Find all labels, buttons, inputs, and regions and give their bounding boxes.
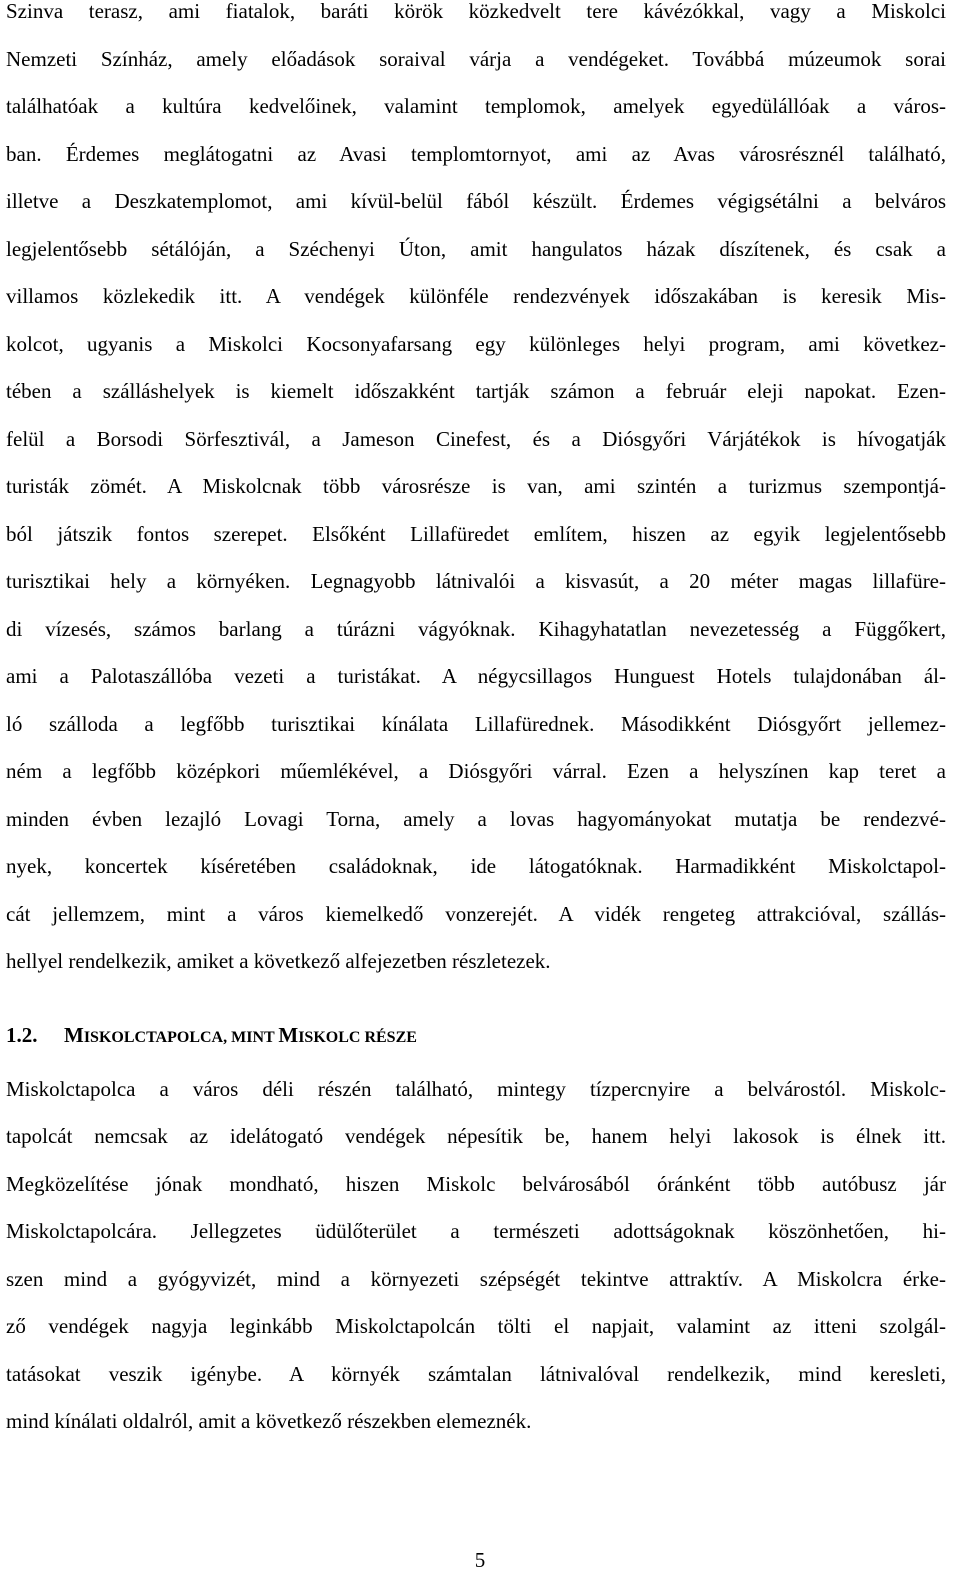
text-line: ami a Palotaszállóba vezeti a turistákat. A négycsillagos Hunguest Hotels tulajdonában ál- (6, 664, 946, 688)
text-line: hellyel rendelkezik, amiket a következő alfejezetben részletezek. (6, 949, 551, 973)
text-line: találhatóak a kultúra kedvelőinek, valamint templomok, amelyek egyedülállóak a város- (6, 94, 946, 118)
section-number: 1.2. (6, 1023, 38, 1047)
text-line: tatásokat veszik igénybe. A környék számtalan látnivalóval rendelkezik, mind keresleti, (6, 1362, 946, 1386)
text-line: legjelentősebb sétálóján, a Széchenyi Úton, amit hangulatos házak díszítenek, és csak a (6, 237, 946, 261)
section-title-part: ISKOLC RÉSZE (298, 1029, 417, 1046)
text-line: minden évben lezajló Lovagi Torna, amely a lovas hagyományokat mutatja be rendezvé- (6, 807, 946, 831)
text-line: illetve a Deszkatemplomot, ami kívül-belül fából készült. Érdemes végigsétálni a belváros (6, 189, 946, 213)
text-line: kolcot, ugyanis a Miskolci Kocsonyafarsang egy különleges helyi program, ami következ- (6, 332, 946, 356)
section-title-part: M (64, 1023, 84, 1047)
text-line: tapolcát nemcsak az idelátogató vendégek népesítik be, hanem helyi lakosok is élnek itt. (6, 1124, 946, 1148)
text-line: villamos közlekedik itt. A vendégek különféle rendezvények időszakában is keresik Mis- (6, 284, 946, 308)
text-line: Nemzeti Színház, amely előadások soraival várja a vendégeket. Továbbá múzeumok sorai (6, 47, 946, 71)
text-line: Megközelítése jónak mondható, hiszen Miskolc belvárosából óránként több autóbusz jár (6, 1172, 946, 1196)
text-line: nyek, koncertek kíséretében családoknak, ide látogatóknak. Harmadikként Miskolctapol- (6, 854, 946, 878)
text-line: ban. Érdemes meglátogatni az Avasi templomtornyot, ami az Avas városrésznél található, (6, 142, 946, 166)
text-line: ző vendégek nagyja leginkább Miskolctapolcán tölti el napjait, valamint az itteni szolgál- (6, 1314, 946, 1338)
text-line: turisztikai hely a környéken. Legnagyobb látnivalói a kisvasút, a 20 méter magas lillafüre- (6, 569, 946, 593)
page-number: 5 (474, 1548, 486, 1572)
text-line: Miskolctapolca a város déli részén található, mintegy tízpercnyire a belvárostól. Miskolc- (6, 1077, 946, 1101)
section-heading (6, 1021, 946, 1052)
text-line: szen mind a gyógyvizét, mind a környezeti szépségét tekintve attraktív. A Miskolcra érke- (6, 1267, 946, 1291)
text-line: tében a szálláshelyek is kiemelt időszakként tartják számon a február eleji napokat. Ezen- (6, 379, 946, 403)
text-line: di vízesés, számos barlang a túrázni vágyóknak. Kihagyhatatlan nevezetesség a Függőkert, (6, 617, 946, 641)
text-line: mind kínálati oldalról, amit a következő részekben elemeznék. (6, 1409, 532, 1433)
section-title-part: M (278, 1023, 299, 1047)
text-line: felül a Borsodi Sörfesztivál, a Jameson Cinefest, és a Diósgyőri Várjátékok is hívogatják (6, 427, 946, 451)
text-line: turisták zömét. A Miskolcnak több városrésze is van, ami szintén a turizmus szempontjá- (6, 474, 946, 498)
text-line: Miskolctapolcára. Jellegzetes üdülőterület a természeti adottságoknak köszönhetően, hi- (6, 1219, 946, 1243)
text-line: cát jellemzem, mint a város kiemelkedő vonzerejét. A vidék rengeteg attrakcióval, szállás- (6, 902, 946, 926)
section-title-part: ISKOLCTAPOLCA, MINT (83, 1029, 279, 1046)
text-line: ném a legfőbb középkori műemlékével, a Diósgyőri várral. Ezen a helyszínen kap teret a (6, 759, 946, 783)
text-line: Szinva terasz, ami fiatalok, baráti körök közkedvelt tere kávézókkal, vagy a Miskolci (6, 0, 946, 23)
text-line: ló szálloda a legfőbb turisztikai kínálata Lillafürednek. Másodikként Diósgyőrt jellemez- (6, 712, 946, 736)
text-line: ból játszik fontos szerepet. Elsőként Lillafüredet említem, hiszen az egyik legjelentősebb (6, 522, 946, 546)
